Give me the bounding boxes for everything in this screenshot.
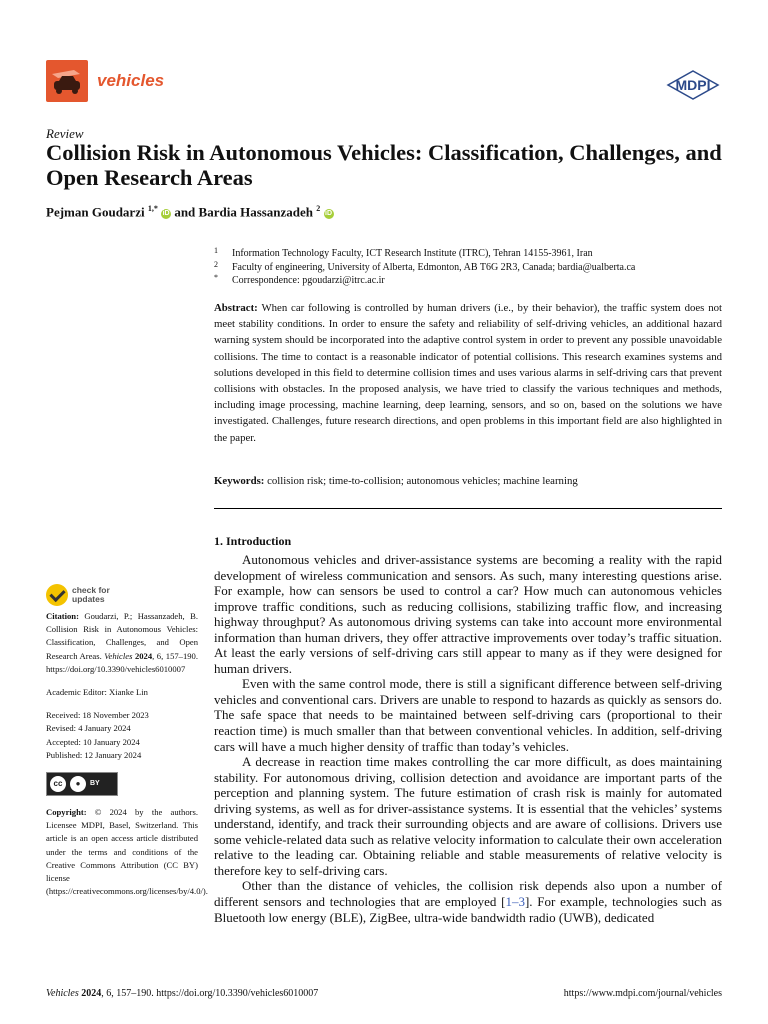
affiliation-text: Faculty of engineering, University of Alberta, Edmonton, AB T6G 2R3, Canada; bardia@ualberta.ca — [232, 262, 636, 273]
check-for-updates-button[interactable] — [46, 584, 198, 606]
academic-editor: Academic Editor: Xianke Lin — [46, 687, 148, 698]
affiliation-mark: * — [214, 273, 218, 282]
keywords-text: collision risk; time-to-collision; autonomous vehicles; machine learning — [267, 475, 578, 487]
abstract-text: When car following is controlled by human drivers (i.e., by their behavior), the traffic system does not meet stability conditions. In order to ensure the safety and reliability of self-driving vehicles, an additional hazard warning system should be incorporated into the adaptive control system in order to prevent any possible unavoidable collisions. The time to contact is a reasonable indicator of potential collisions. This research examines systems and solutions developed in this field to determine collision times and uses various alarms in self-driving cars that prevent collisions with obstacles. In the proposed analysis, we have tried to classify the various techniques and methods, including image processing, machine learning, deep learning, sensors, and so on, based on the solutions we have investigated. Challenges, future research directions, and open problems in this important field are also highlighted in the paper. — [214, 302, 722, 444]
footer-citation — [46, 988, 318, 999]
date-accepted: Accepted: 10 January 2024 — [46, 736, 140, 747]
journal-name: vehicles — [97, 71, 165, 90]
cc-label: cc — [50, 776, 66, 792]
author-name: Bardia Hassanzadeh — [198, 204, 314, 220]
author-name: Pejman Goudarzi — [46, 204, 145, 220]
publisher-name: MDPI — [675, 77, 711, 93]
copyright-block — [46, 806, 208, 898]
paper-title: Collision Risk in Autonomous Vehicles: Classification, Challenges, and Open Research Areas — [46, 140, 722, 190]
abstract-label: Abstract: — [214, 302, 258, 314]
body-paragraph — [214, 878, 722, 925]
dates-block — [46, 709, 198, 762]
affiliation-text: Correspondence: pgoudarzi@itrc.ac.ir — [232, 275, 385, 286]
check-line: check for — [72, 585, 110, 595]
affiliation — [214, 260, 724, 273]
author-list — [46, 204, 334, 220]
abstract — [214, 300, 722, 446]
footer-doi[interactable]: , 6, 157–190. https://doi.org/10.3390/vehicles6010007 — [101, 988, 319, 999]
date-published: Published: 12 January 2024 — [46, 749, 142, 760]
keywords-label: Keywords: — [214, 475, 265, 487]
section-divider — [214, 508, 722, 509]
keywords — [214, 473, 722, 489]
check-for-updates-icon — [46, 584, 68, 606]
cc-by-license-icon[interactable] — [46, 772, 118, 796]
body-paragraph: Autonomous vehicles and driver-assistance systems are becoming a reality with the rapid development of wireless communication and sensors. As such, many interesting questions arise. For example, how can sensors be used to control a car? How much can autonomous vehicles improve traffic conditions, such as reducing collisions, stabilizing traffic flow, and increasing highway throughput? As autonomous driving systems can take into account more environmental information than human drivers, they offer attractive improvements over today’s traffic situation. At least the early versions of self-driving cars still appear to many as if they were designed for human drivers. — [214, 552, 722, 676]
paragraph-text: ]. For example, technologies such as Bluetooth low energy (BLE), ZigBee, ultra-wide bandwidth radio (UWB), dedicated — [214, 894, 722, 925]
affiliation-text: Information Technology Faculty, ICT Research Institute (ITRC), Tehran 14155-3961, Iran — [232, 248, 593, 259]
check-for-updates-label — [72, 586, 110, 604]
date-revised: Revised: 4 January 2024 — [46, 723, 131, 734]
citation-year: 2024 — [134, 650, 153, 661]
author-affiliation-mark: 2 — [316, 204, 321, 213]
footer-journal-url[interactable]: https://www.mdpi.com/journal/vehicles — [563, 988, 722, 999]
citation-doi[interactable]: , 6, 157–190. https://doi.org/10.3390/vehicles6010007 — [46, 650, 199, 674]
affiliation — [214, 246, 724, 259]
by-label: BY — [90, 780, 100, 788]
author-conjunction: and — [174, 204, 196, 220]
citation-label: Citation: — [46, 611, 79, 621]
affiliation-mark: 1 — [214, 246, 218, 255]
citation-journal: Vehicles — [104, 650, 133, 661]
orcid-icon[interactable]: iD — [162, 210, 170, 218]
footer-journal: Vehicles — [46, 988, 79, 999]
check-line: updates — [72, 594, 105, 604]
intro-body — [214, 552, 722, 925]
date-received: Received: 18 November 2023 — [46, 710, 149, 721]
sidebar — [46, 584, 208, 898]
article-type: Review — [46, 126, 84, 141]
citation-text: Goudarzi, P.; Hassanzadeh, B. Collision Risk in Autonomous Vehicles: Classification, Challenges, and Open Research Areas. — [46, 611, 198, 661]
affiliation-mark: 2 — [214, 260, 218, 269]
copyright-text: © 2024 by the authors. Licensee MDPI, Basel, Switzerland. This article is an open access article distributed under the terms and conditions of the Creative Commons Attribution (CC BY) license (https://creativecommons.org/licenses/by/4.0/). — [46, 807, 208, 897]
body-paragraph: A decrease in reaction time makes controlling the car more difficult, as does maintaining stability. For autonomous driving, collision detection and avoidance are important parts of the perception and planning system. The future estimation of crash risk is mainly for automated driving systems, as well as for driver-assistance systems. It is essential that the vehicles’ systems understand, identify, and track their surrounding objects and are aware of collisions. Drivers use some vehicle-related data such as relative velocity information to calculate their own acceleration relative to the leading car. Obtaining reliable and stable measurements of relative velocity is therefore key to self-driving cars. — [214, 754, 722, 878]
vehicles-logo-icon — [46, 60, 88, 102]
citation-block — [46, 610, 198, 676]
footer-year: 2024 — [81, 988, 102, 999]
person-icon: ● — [70, 776, 86, 792]
paragraph-text: Other than the distance of vehicles, the collision risk depends also upon a number of different sensors and technologies that are employed [ — [214, 878, 722, 910]
mdpi-logo-icon — [666, 70, 720, 100]
body-paragraph: Even with the same control mode, there is still a significant difference between self-driving vehicles and conventional cars. Drivers are unable to respond to hazards as quickly as sensors do. The safe space that needs to be maintained between self-driving cars (proportional to their reaction time) is much smaller than that between conventional vehicles. In addition, self-driving cars will have a much higher density of traffic than today’s vehicles. — [214, 676, 722, 754]
affiliation — [214, 273, 724, 286]
orcid-icon[interactable]: iD — [325, 210, 333, 218]
author-affiliation-mark: 1,* — [147, 204, 158, 213]
section-heading: 1. Introduction — [214, 534, 292, 548]
reference-link[interactable]: 1–3 — [505, 894, 525, 910]
copyright-label: Copyright: — [46, 807, 87, 818]
